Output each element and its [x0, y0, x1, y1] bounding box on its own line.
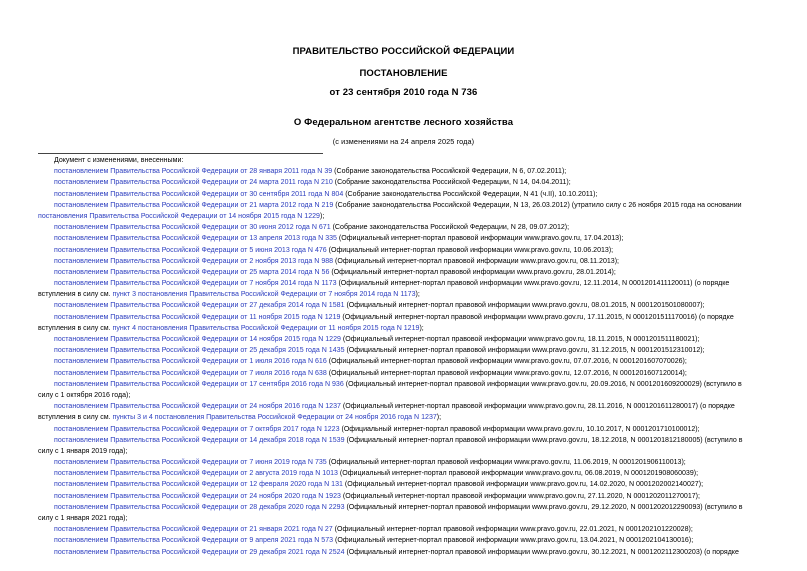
continuation-link[interactable]: пункты 3 и 4 постановления Правительства Российской Федерации от 24 ноября 2016 года N 1237: [112, 414, 437, 422]
amendment-continuation-line: [38, 289, 768, 300]
amendment-link[interactable]: постановлением Правительства Российской Федерации от 24 марта 2011 года N 210: [54, 179, 333, 187]
date-number-heading: от 23 сентября 2010 года N 736: [329, 87, 478, 98]
amendment-source-text: (Официальный интернет-портал правовой информации www.pravo.gov.ru, 11.06.2019, N 0001201906110013);: [326, 459, 686, 467]
amendments-intro: Документ с изменениями, внесенными:: [54, 157, 184, 164]
amendment-source-text: (Официальный интернет-портал правовой информации www.pravo.gov.ru, 17.04.2013);: [336, 235, 624, 243]
amendment-source-text: (Официальный интернет-портал правовой информации www.pravo.gov.ru, 14.02.2020, N 0001202002140027);: [342, 481, 704, 489]
continuation-link[interactable]: пункт 4 постановления Правительства Российской Федерации от 11 ноября 2015 года N 1219: [112, 324, 420, 332]
amendment-source-text: (Официальный интернет-портал правовой информации www.pravo.gov.ru, 10.06.2013);: [326, 246, 614, 254]
amendment-line: [38, 267, 768, 278]
continuation-text: );: [436, 414, 442, 422]
amendment-line: [38, 177, 768, 188]
amendment-line: [38, 233, 768, 244]
amendment-link[interactable]: постановлением Правительства Российской Федерации от 7 июля 2016 года N 638: [54, 369, 327, 377]
amendment-source-text: (Официальный интернет-портал правовой информации www.pravo.gov.ru, 10.10.2017, N 0001201710100012);: [339, 425, 700, 433]
amendment-line: [38, 356, 768, 367]
amendment-continuation-line: [38, 323, 768, 334]
revision-note: (с изменениями на 24 апреля 2025 года): [332, 137, 475, 146]
amendment-link[interactable]: постановлением Правительства Российской Федерации от 27 декабря 2014 года N 1581: [54, 302, 345, 310]
amendment-source-text: (Официальный интернет-портал правовой информации www.pravo.gov.ru, 31.12.2015, N 0001201512310012);: [344, 347, 705, 355]
amendment-source-text: (Официальный интернет-портал правовой информации www.pravo.gov.ru, 12.07.2016, N 0001201607120014);: [326, 369, 687, 377]
amendment-line: [38, 189, 768, 200]
amendment-continuation-line: [38, 390, 768, 401]
continuation-link[interactable]: пункт 3 постановления Правительства Российской Федерации от 7 ноября 2014 года N 1173: [112, 291, 416, 299]
amendment-line: [38, 435, 768, 446]
amendment-source-text: (Собрание законодательства Российской Федерации, N 28, 09.07.2012);: [330, 224, 570, 232]
amendment-line: [38, 166, 768, 177]
header-divider: [38, 153, 323, 154]
amendment-link[interactable]: постановлением Правительства Российской Федерации от 5 июня 2013 года N 476: [54, 246, 327, 254]
amendment-link[interactable]: постановлением Правительства Российской Федерации от 9 апреля 2021 года N 573: [54, 537, 334, 545]
amendment-link[interactable]: постановлением Правительства Российской Федерации от 7 октября 2017 года N 1223: [54, 425, 340, 433]
amendment-link[interactable]: постановлением Правительства Российской Федерации от 25 декабря 2015 года N 1435: [54, 347, 345, 355]
amendment-source-text: (Официальный интернет-портал правовой информации www.pravo.gov.ru, 07.07.2016, N 0001201607070026);: [326, 358, 687, 366]
amendment-source-text: (Официальный интернет-портал правовой информации www.pravo.gov.ru, 13.04.2021, N 0001202104130016);: [333, 537, 694, 545]
amendment-link[interactable]: постановлением Правительства Российской Федерации от 14 ноября 2015 года N 1229: [54, 336, 341, 343]
amendment-link[interactable]: постановлением Правительства Российской Федерации от 2 ноября 2013 года N 988: [54, 257, 334, 265]
amendment-source-text: (Официальный интернет-портал правовой информации www.pravo.gov.ru, 06.08.2019, N 0001201908060039);: [337, 470, 699, 478]
amendment-continuation-line: [38, 211, 768, 222]
amendment-link[interactable]: постановлением Правительства Российской Федерации от 2 августа 2019 года N 1013: [54, 470, 338, 478]
amendment-link[interactable]: постановлением Правительства Российской Федерации от 21 января 2021 года N 27: [54, 526, 333, 534]
amendment-source-text: (Собрание законодательства Российской Федерации, N 6, 07.02.2011);: [332, 168, 567, 176]
amendment-link[interactable]: постановлением Правительства Российской Федерации от 14 декабря 2018 года N 1539: [54, 436, 345, 444]
amendment-source-text: (Официальный интернет-портал правовой информации www.pravo.gov.ru, 20.09.2016, N 0001201609200029) (вступило в: [343, 380, 742, 388]
amendment-line: [38, 200, 768, 211]
amendment-line: [38, 379, 768, 390]
amendment-source-text: (Официальный интернет-портал правовой информации www.pravo.gov.ru, 28.01.2014);: [329, 268, 616, 276]
amendment-link[interactable]: постановлением Правительства Российской Федерации от 17 сентября 2016 года N 936: [54, 380, 344, 388]
amendment-line: [38, 468, 768, 479]
continuation-text: силу с 1 января 2021 года);: [38, 515, 128, 522]
amendment-line: [38, 256, 768, 267]
amendment-line: [38, 401, 768, 412]
amendment-source-text: (Официальный интернет-портал правовой информации www.pravo.gov.ru, 27.11.2020, N 0001202011270017);: [340, 492, 700, 500]
amendment-link[interactable]: постановлением Правительства Российской Федерации от 7 ноября 2014 года N 1173: [54, 280, 337, 288]
doc-type-heading: ПОСТАНОВЛЕНИЕ: [359, 68, 448, 79]
amendment-link[interactable]: постановлением Правительства Российской Федерации от 28 декабря 2020 года N 2293: [54, 503, 345, 511]
amendment-line: [38, 300, 768, 311]
amendment-link[interactable]: постановлением Правительства Российской Федерации от 24 ноября 2016 года N 1237: [54, 403, 341, 411]
amendment-link[interactable]: постановлением Правительства Российской Федерации от 30 июня 2012 года N 671: [54, 224, 331, 232]
amendment-link[interactable]: постановлением Правительства Российской Федерации от 30 сентября 2011 года N 804: [54, 190, 344, 198]
continuation-text: силу с 1 января 2019 года);: [38, 447, 128, 455]
amendment-link[interactable]: постановлением Правительства Российской Федерации от 25 марта 2014 года N 56: [54, 268, 330, 276]
amendment-lines: [38, 166, 768, 558]
continuation-prefix: вступления в силу см.: [38, 324, 113, 332]
amendment-source-text: (Собрание законодательства Российской Федерации, N 13, 26.03.2012) (утратило силу с 26 ноября 2015 года на основании: [333, 201, 742, 209]
amendment-link[interactable]: постановлением Правительства Российской Федерации от 7 июня 2019 года N 735: [54, 459, 327, 467]
amendment-source-text: (Официальный интернет-портал правовой информации www.pravo.gov.ru, 18.12.2018, N 0001201812180005) (вступило в: [344, 436, 743, 444]
amendment-link[interactable]: постановлением Правительства Российской Федерации от 21 марта 2012 года N 219: [54, 201, 334, 209]
amendment-source-text: (Официальный интернет-портал правовой информации www.pravo.gov.ru, 12.11.2014, N 0001201411120011) (о порядке: [336, 280, 730, 288]
amendment-line: [38, 368, 768, 379]
amendment-line: [38, 424, 768, 435]
amendment-line: [38, 278, 768, 289]
continuation-link[interactable]: постановления Правительства Российской Федерации от 14 ноября 2015 года N 1229: [38, 212, 320, 220]
amendment-continuation-line: [38, 513, 768, 524]
amendment-source-text: (Официальный интернет-портал правовой информации www.pravo.gov.ru, 08.11.2013);: [333, 257, 620, 265]
government-heading: ПРАВИТЕЛЬСТВО РОССИЙСКОЙ ФЕДЕРАЦИИ: [292, 46, 515, 57]
continuation-text: );: [415, 291, 420, 299]
amendment-link[interactable]: постановлением Правительства Российской Федерации от 12 февраля 2020 года N 131: [54, 481, 343, 489]
amendment-link[interactable]: постановлением Правительства Российской Федерации от 11 ноября 2015 года N 1219: [54, 313, 341, 321]
amendment-source-text: (Официальный интернет-портал правовой информации www.pravo.gov.ru, 22.01.2021, N 0001202101220028);: [332, 526, 693, 534]
amendment-link[interactable]: постановлением Правительства Российской Федерации от 1 июля 2016 года N 616: [54, 358, 327, 366]
amendments-list: [38, 155, 768, 558]
amendment-line: [38, 502, 768, 513]
amendment-continuation-line: [38, 412, 768, 423]
amendment-source-text: (Официальный интернет-портал правовой информации www.pravo.gov.ru, 29.12.2020, N 0001202012290093) (вступило в: [344, 503, 743, 511]
amendment-continuation-line: [38, 446, 768, 457]
amendment-source-text: (Официальный интернет-портал правовой информации www.pravo.gov.ru, 18.11.2015, N 0001201511180021);: [340, 336, 700, 343]
amendment-line: [38, 457, 768, 468]
amendment-line: [38, 524, 768, 535]
amendment-source-text: (Официальный интернет-портал правовой информации www.pravo.gov.ru, 17.11.2015, N 0001201511170016) (о порядке: [340, 313, 734, 321]
amendment-link[interactable]: постановлением Правительства Российской Федерации от 13 апреля 2013 года N 335: [54, 235, 337, 243]
amendment-line: [38, 479, 768, 490]
amendment-line: [38, 491, 768, 502]
continuation-text: );: [419, 324, 424, 332]
amendment-line: [38, 245, 768, 256]
amendment-line: [38, 312, 768, 323]
continuation-prefix: вступления в силу см.: [38, 414, 113, 422]
continuation-text: силу с 1 октября 2016 года);: [38, 391, 131, 399]
amendment-source-text: (Собрание законодательства Российской Федерации, N 14, 04.04.2011);: [332, 179, 571, 187]
amendment-source-text: (Собрание законодательства Российской Федерации, N 41 (ч.II), 10.10.2011);: [343, 190, 598, 198]
amendment-link[interactable]: постановлением Правительства Российской Федерации от 24 ноября 2020 года N 1923: [54, 492, 341, 500]
amendment-source-text: (Официальный интернет-портал правовой информации www.pravo.gov.ru, 08.01.2015, N 0001201501080007);: [344, 302, 705, 310]
document-title: О Федеральном агентстве лесного хозяйства: [293, 117, 514, 128]
amendment-line: [38, 345, 768, 356]
amendment-line: [38, 222, 768, 233]
amendment-link[interactable]: постановлением Правительства Российской Федерации от 28 января 2011 года N 39: [54, 168, 333, 176]
continuation-prefix: вступления в силу см.: [38, 291, 113, 299]
amendment-source-text: (Официальный интернет-портал правовой информации www.pravo.gov.ru, 28.11.2016, N 0001201611280017) (о порядке: [340, 403, 735, 411]
amendment-line: [38, 334, 768, 345]
amendment-link[interactable]: постановлением Правительства Российской Федерации от 29 декабря 2021 года N 2524: [54, 548, 345, 556]
continuation-text: );: [319, 212, 325, 220]
amendment-source-text: (Официальный интернет-портал правовой информации www.pravo.gov.ru, 30.12.2021, N 0001202112300203) (о порядке: [344, 548, 739, 556]
amendment-line: [38, 535, 768, 546]
amendment-line: [38, 547, 768, 558]
